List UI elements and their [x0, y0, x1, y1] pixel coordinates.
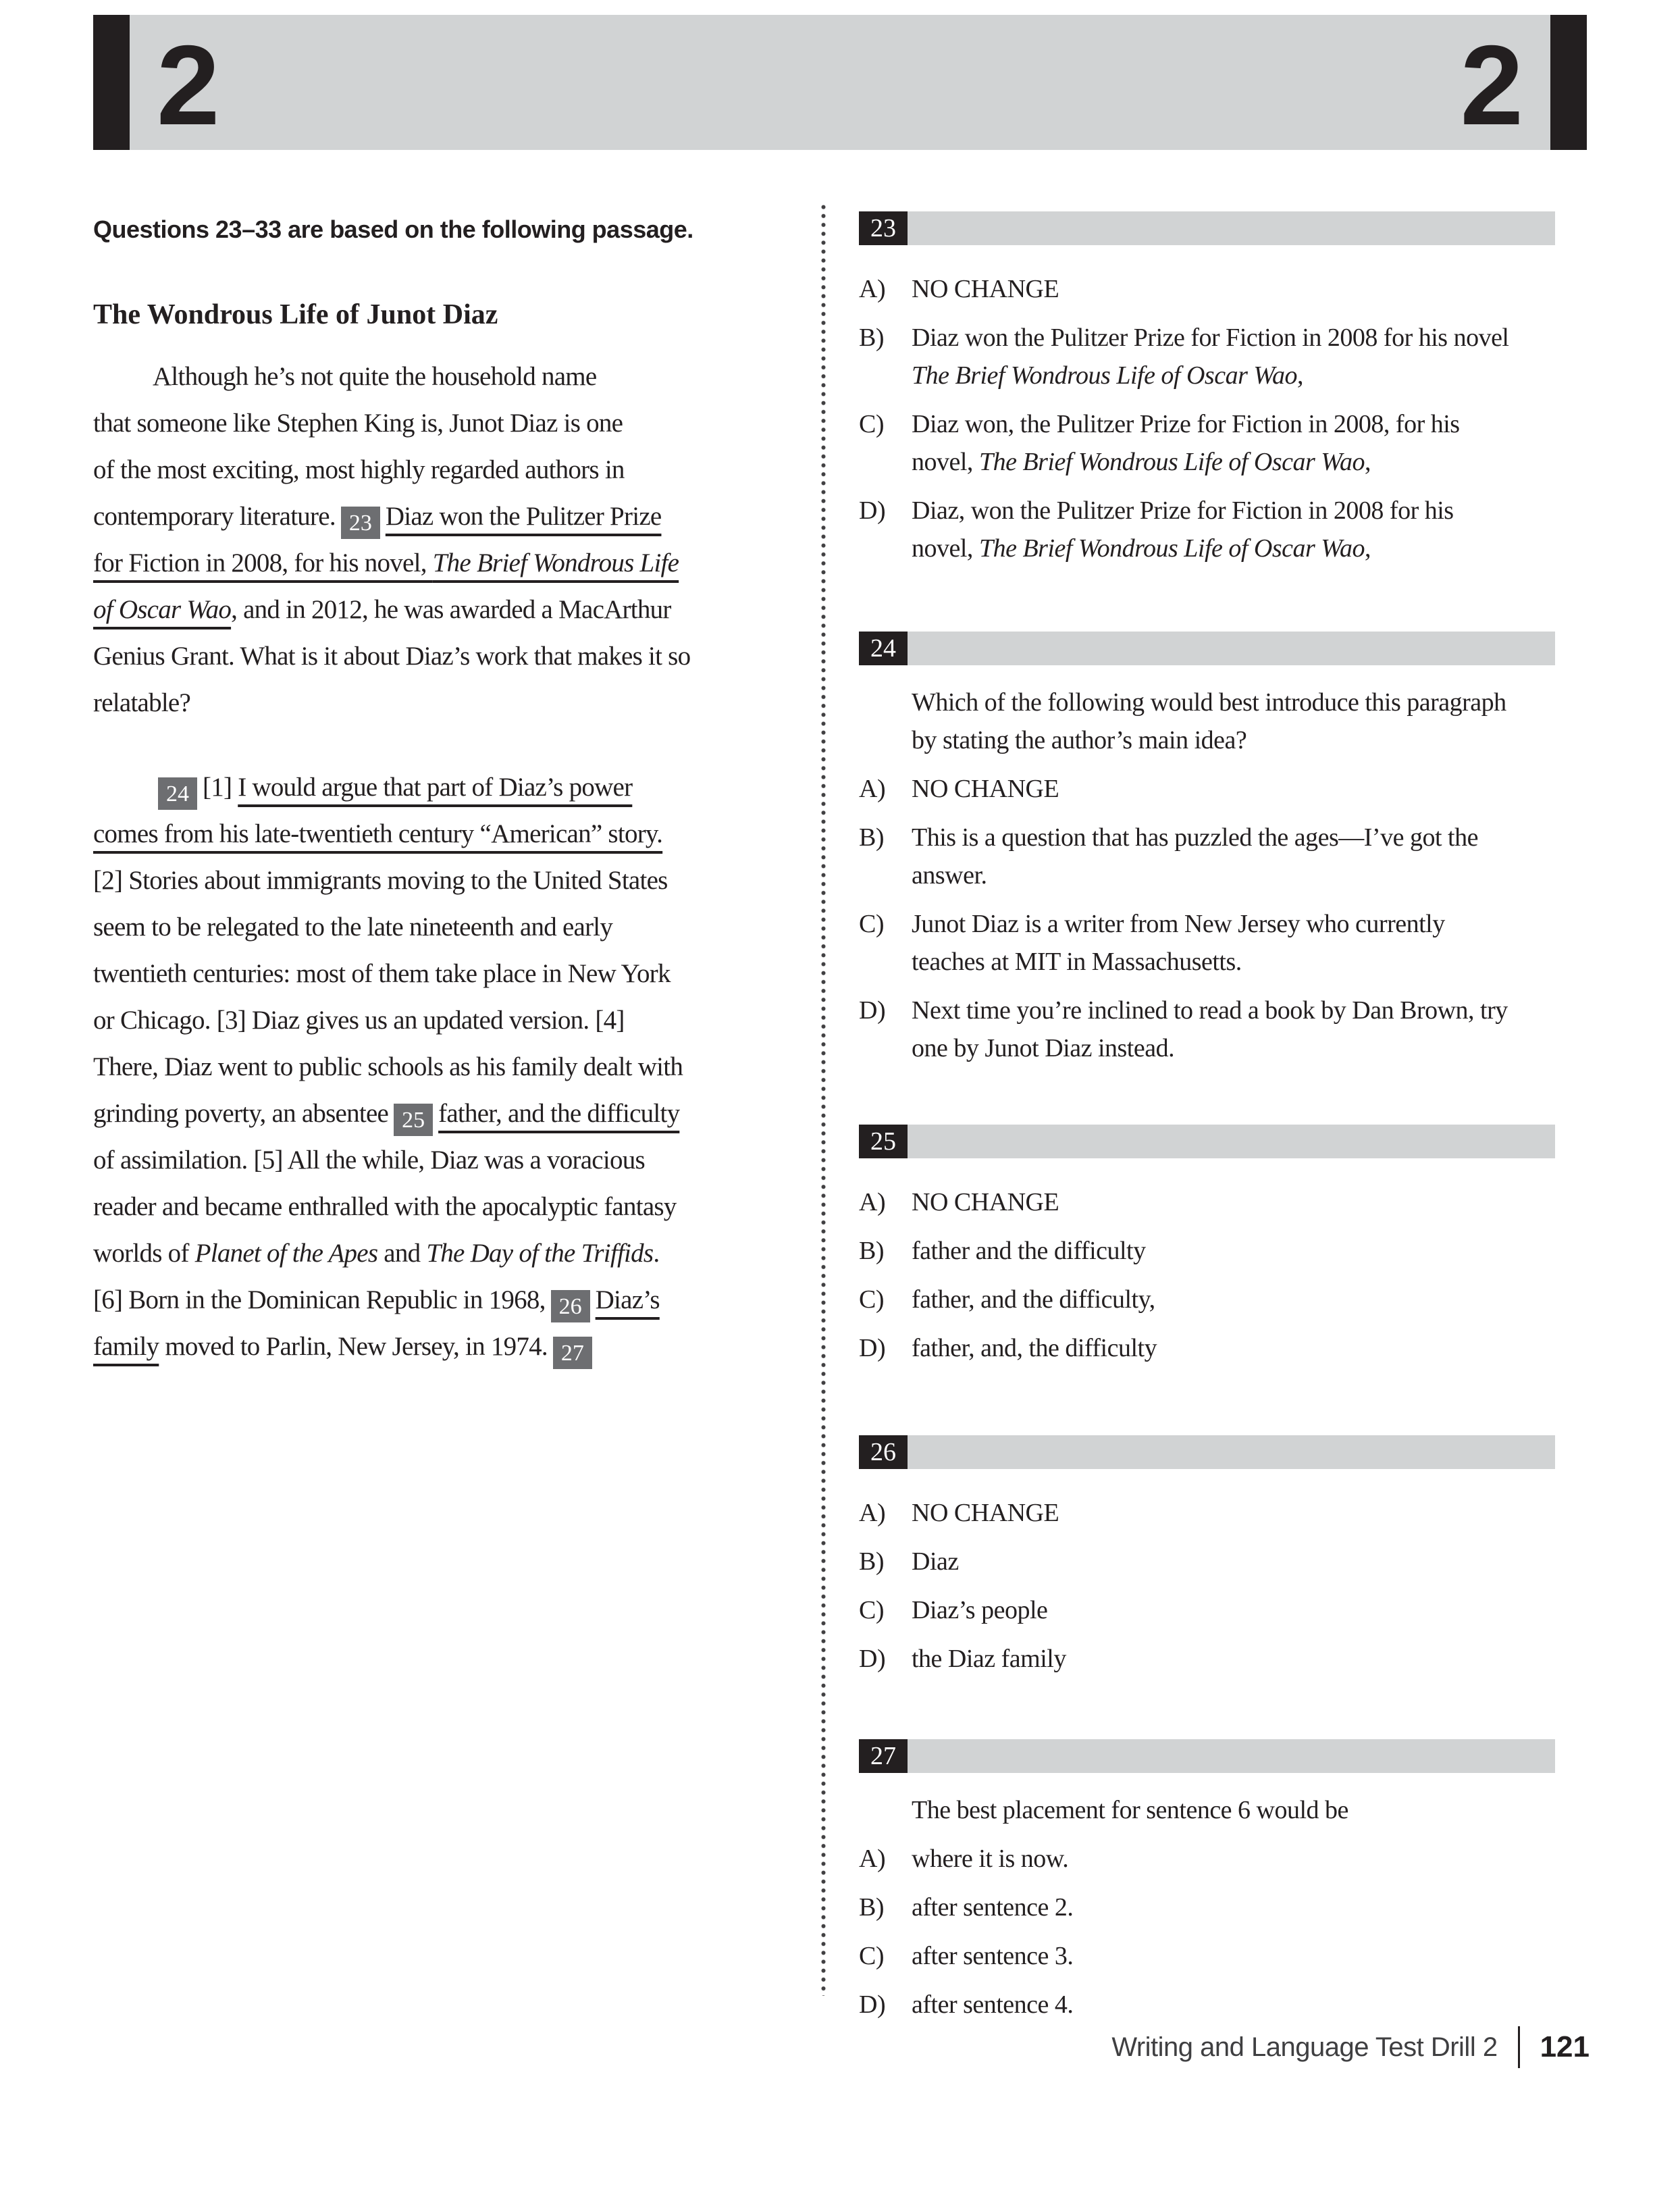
option-text — [912, 405, 1513, 481]
option-letter: C) — [859, 1285, 884, 1314]
question-number-badge: 24 — [859, 632, 908, 665]
option-letter: A) — [859, 1845, 886, 1873]
footer-section-label: Writing and Language Test Drill 2 — [1111, 2032, 1498, 2062]
text-segment: after sentence 3. — [912, 1942, 1074, 1970]
text-segment: relatable? — [93, 688, 191, 717]
option-letter: C) — [859, 1596, 884, 1624]
passage-line — [93, 1277, 819, 1323]
question-stem: The best placement for sentence 6 would be — [912, 1796, 1348, 1824]
text-segment: after sentence 2. — [912, 1893, 1074, 1922]
question-header-bar — [859, 211, 1555, 245]
inline-question-marker-24: 24 — [158, 777, 197, 810]
section-header-bar — [93, 15, 1587, 150]
answer-option-A — [859, 1494, 1555, 1532]
passage-line — [93, 811, 819, 857]
text-segment: where it is now. — [912, 1845, 1069, 1873]
option-text — [912, 819, 1513, 894]
text-segment: twentieth centuries: most of them take place in New York — [93, 959, 671, 988]
question-23 — [859, 211, 1555, 578]
option-text — [912, 770, 1059, 808]
option-text — [912, 270, 1059, 308]
text-segment: Junot Diaz is a writer from New Jersey who currently teaches at MIT in Massachusetts. — [912, 910, 1445, 976]
answer-option-D — [859, 1986, 1555, 2024]
text-segment: father, and, the difficulty — [912, 1334, 1157, 1362]
text-segment: NO CHANGE — [912, 775, 1059, 803]
text-segment: that someone like Stephen King is, Junot Diaz is one — [93, 409, 623, 438]
text-segment: Planet of the Apes — [194, 1239, 378, 1268]
text-segment: Diaz, won the Pulitzer Prize for Fiction in 2008 for his novel, — [912, 496, 1454, 563]
text-segment: or Chicago. [3] Diaz gives us an updated version. [4] — [93, 1006, 625, 1035]
answer-options — [859, 1840, 1555, 2024]
passage-line — [93, 633, 819, 679]
text-segment: reader and became enthralled with the apocalyptic fantasy — [93, 1192, 677, 1221]
passage-line — [93, 540, 819, 586]
question-number-badge: 23 — [859, 211, 908, 245]
option-letter: B) — [859, 324, 884, 352]
option-letter: B) — [859, 1237, 884, 1265]
text-segment: father and the difficulty — [912, 1237, 1146, 1265]
text-segment: . — [653, 1239, 660, 1268]
option-letter: D) — [859, 1334, 886, 1362]
text-segment: comes from his late-twentieth century “American” story. — [93, 819, 663, 848]
question-number-badge: 25 — [859, 1125, 908, 1158]
questions-column — [859, 211, 1555, 2035]
question-number-badge: 27 — [859, 1739, 908, 1773]
option-text — [912, 1937, 1073, 1975]
text-segment: This is a question that has puzzled the ages—I’ve got the answer. — [912, 823, 1478, 890]
answer-option-B — [859, 319, 1555, 394]
option-letter: D) — [859, 996, 886, 1025]
question-number-badge: 26 — [859, 1435, 908, 1469]
passage-line — [93, 400, 819, 446]
text-segment: contemporary literature. — [93, 502, 336, 531]
option-letter: B) — [859, 1893, 884, 1922]
answer-option-D — [859, 1329, 1555, 1367]
text-segment: worlds of — [93, 1239, 195, 1268]
option-letter: A) — [859, 775, 886, 803]
passage-line — [93, 493, 819, 540]
text-segment: I would argue that part of Diaz’s power — [238, 773, 633, 802]
text-segment: and — [377, 1239, 427, 1268]
answer-option-A — [859, 1840, 1555, 1878]
question-header-bar — [859, 1739, 1555, 1773]
answer-option-D — [859, 492, 1555, 567]
footer-divider-rule — [1518, 2026, 1520, 2068]
question-24 — [859, 632, 1555, 1078]
header-right-black-bar — [1550, 15, 1587, 150]
option-letter: A) — [859, 275, 886, 303]
section-number-right: 2 — [1460, 22, 1523, 149]
text-segment: The Brief Wondrous Life — [432, 548, 679, 577]
passage-line — [93, 679, 819, 726]
option-text — [912, 1183, 1059, 1221]
question-header-bar — [859, 632, 1555, 665]
text-segment: The Brief Wondrous Life of Oscar Wao — [978, 448, 1365, 476]
passage-directions: Questions 23–33 are based on the following passage. — [93, 215, 693, 243]
passage-title: The Wondrous Life of Junot Diaz — [93, 299, 498, 330]
text-segment: , and in 2012, he was awarded a MacArthur — [231, 595, 671, 624]
option-text — [912, 1591, 1047, 1629]
text-segment: , — [1364, 534, 1371, 563]
text-segment: after sentence 4. — [912, 1990, 1074, 2019]
answer-option-A — [859, 770, 1555, 808]
option-letter: C) — [859, 1942, 884, 1970]
text-segment: There, Diaz went to public schools as his family dealt with — [93, 1052, 683, 1081]
option-text — [912, 1640, 1066, 1678]
inline-question-marker-25: 25 — [394, 1104, 433, 1136]
column-divider-dotted — [821, 203, 826, 1996]
text-segment: Diaz — [912, 1547, 959, 1576]
text-segment: grinding poverty, an absentee — [93, 1099, 389, 1128]
text-segment: [1] — [203, 773, 238, 802]
option-text — [912, 905, 1513, 981]
option-text — [912, 492, 1513, 567]
answer-option-C — [859, 1591, 1555, 1629]
passage-line — [93, 1090, 819, 1137]
text-segment: NO CHANGE — [912, 275, 1059, 303]
passage-line — [93, 997, 819, 1044]
passage-line — [93, 1323, 819, 1370]
text-segment: of Oscar Wao — [93, 595, 232, 624]
answer-option-D — [859, 1640, 1555, 1678]
option-text — [912, 1986, 1073, 2024]
answer-options — [859, 770, 1555, 1067]
option-letter: B) — [859, 1547, 884, 1576]
passage-column — [93, 215, 819, 1370]
inline-question-marker-23: 23 — [341, 507, 380, 539]
text-segment: , — [1297, 361, 1304, 390]
answer-option-B — [859, 819, 1555, 894]
passage-line — [93, 586, 819, 633]
option-text — [912, 1888, 1073, 1926]
option-text — [912, 1494, 1059, 1532]
header-left-black-bar — [93, 15, 130, 150]
answer-option-B — [859, 1232, 1555, 1270]
option-letter: D) — [859, 496, 886, 525]
answer-option-A — [859, 270, 1555, 308]
answer-options — [859, 1494, 1555, 1678]
passage-line — [93, 857, 819, 904]
text-segment: , — [1364, 448, 1371, 476]
passage-line — [93, 353, 819, 400]
text-segment: Diaz won the Pulitzer Prize for Fiction in 2008 for his novel — [912, 324, 1509, 352]
passage-line — [93, 446, 819, 493]
option-letter: A) — [859, 1499, 886, 1527]
text-segment: Diaz won, the Pulitzer Prize for Fiction in 2008, for his novel, — [912, 410, 1460, 476]
question-header-bar — [859, 1125, 1555, 1158]
text-segment: [6] Born in the Dominican Republic in 1968, — [93, 1285, 546, 1314]
passage-line — [93, 950, 819, 997]
option-letter: D) — [859, 1645, 886, 1673]
inline-question-marker-26: 26 — [551, 1290, 590, 1322]
text-segment: father, and the difficulty — [438, 1099, 680, 1128]
option-text — [912, 1543, 959, 1580]
text-segment: moved to Parlin, New Jersey, in 1974. — [159, 1332, 548, 1361]
option-text — [912, 1232, 1146, 1270]
answer-option-D — [859, 992, 1555, 1067]
passage-line — [93, 1044, 819, 1090]
question-25 — [859, 1125, 1555, 1378]
text-segment: Although he’s not quite the household name — [153, 362, 597, 391]
answer-option-C — [859, 905, 1555, 981]
passage-text — [93, 353, 819, 1370]
answer-options — [859, 1183, 1555, 1367]
text-segment: Diaz’s — [595, 1285, 660, 1314]
passage-line — [93, 904, 819, 950]
text-segment: of assimilation. [5] All the while, Diaz was a voracious — [93, 1146, 645, 1175]
question-stem: Which of the following would best introduce this paragraph by stating the author’s main idea? — [912, 688, 1506, 754]
text-segment: The Brief Wondrous Life of Oscar Wao — [978, 534, 1365, 563]
option-letter: C) — [859, 410, 884, 438]
text-segment: Diaz won the Pulitzer Prize — [385, 502, 662, 531]
section-number-left: 2 — [157, 22, 220, 149]
passage-line — [93, 1230, 819, 1277]
option-text — [912, 992, 1513, 1067]
answer-option-C — [859, 1281, 1555, 1318]
option-letter: D) — [859, 1990, 886, 2019]
option-text — [912, 1840, 1068, 1878]
text-segment: father, and the difficulty, — [912, 1285, 1155, 1314]
passage-line — [93, 764, 819, 811]
inline-question-marker-27: 27 — [553, 1337, 592, 1369]
text-segment: family — [93, 1332, 159, 1361]
answer-option-C — [859, 405, 1555, 481]
answer-option-B — [859, 1543, 1555, 1580]
answer-option-C — [859, 1937, 1555, 1975]
text-segment: The Brief Wondrous Life of Oscar Wao — [912, 361, 1298, 390]
passage-line — [93, 1137, 819, 1183]
text-segment: The Day of the Triffids — [426, 1239, 654, 1268]
question-27 — [859, 1739, 1555, 2034]
text-segment: for Fiction in 2008, for his novel, — [93, 548, 433, 577]
page-number: 121 — [1540, 2030, 1590, 2063]
text-segment: of the most exciting, most highly regarded authors in — [93, 455, 625, 484]
text-segment: [2] Stories about immigrants moving to the United States — [93, 866, 668, 895]
text-segment: Diaz’s people — [912, 1596, 1048, 1624]
passage-line — [93, 1183, 819, 1230]
option-text — [912, 1281, 1155, 1318]
question-26 — [859, 1435, 1555, 1689]
text-segment: NO CHANGE — [912, 1499, 1059, 1527]
option-text — [912, 319, 1513, 394]
text-segment: seem to be relegated to the late nineteenth and early — [93, 912, 613, 942]
option-text — [912, 1329, 1157, 1367]
answer-options — [859, 270, 1555, 567]
option-letter: B) — [859, 823, 884, 852]
page-footer — [1111, 2024, 1590, 2071]
text-segment: NO CHANGE — [912, 1188, 1059, 1216]
option-letter: A) — [859, 1188, 886, 1216]
answer-option-B — [859, 1888, 1555, 1926]
text-segment: Next time you’re inclined to read a book by Dan Brown, try one by Junot Diaz instead. — [912, 996, 1508, 1062]
question-header-bar — [859, 1435, 1555, 1469]
option-letter: C) — [859, 910, 884, 938]
text-segment: Genius Grant. What is it about Diaz’s work that makes it so — [93, 642, 691, 671]
answer-option-A — [859, 1183, 1555, 1221]
text-segment: the Diaz family — [912, 1645, 1066, 1673]
